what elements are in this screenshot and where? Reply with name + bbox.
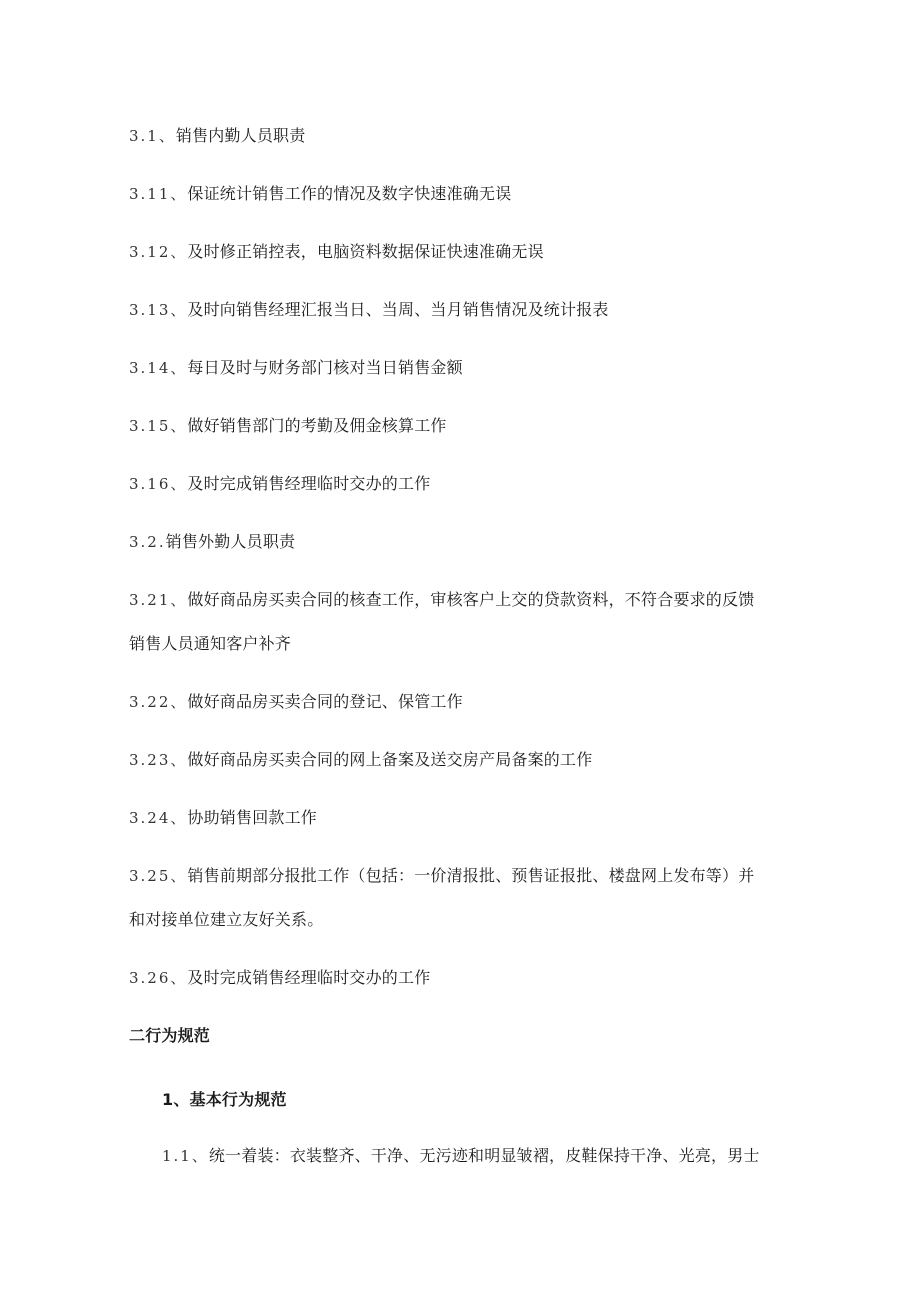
item-number: 3.24、 xyxy=(129,809,188,827)
item-text: 保证统计销售工作的情况及数字快速准确无误 xyxy=(187,184,512,203)
item-number: 3.23、 xyxy=(129,751,188,769)
item-text: 销售外勤人员职责 xyxy=(165,532,296,551)
rule-item-1-1 xyxy=(162,1146,760,1166)
duty-item-3-23 xyxy=(129,750,592,770)
duty-item-3-11 xyxy=(129,184,511,204)
item-text: 和对接单位建立友好关系。 xyxy=(129,910,324,929)
item-number: 3.22、 xyxy=(129,693,188,711)
item-number: 3.11、 xyxy=(129,185,188,203)
item-number: 3.21、 xyxy=(129,591,188,609)
duty-item-3-21 xyxy=(129,590,754,610)
item-text: 销售人员通知客户补齐 xyxy=(129,634,292,653)
item-text: 及时完成销售经理临时交办的工作 xyxy=(187,968,431,987)
item-text: 及时向销售经理汇报当日、当周、当月销售情况及统计报表 xyxy=(187,300,609,319)
duty-item-3-21-continued xyxy=(129,634,291,654)
duty-item-3-24 xyxy=(129,808,317,828)
item-text: 协助销售回款工作 xyxy=(187,808,318,827)
item-number: 3.2. xyxy=(129,533,166,551)
duty-item-3-12 xyxy=(129,242,544,262)
item-number: 3.14、 xyxy=(129,359,188,377)
item-number: 3.16、 xyxy=(129,475,188,493)
item-text: 每日及时与财务部门核对当日销售金额 xyxy=(187,358,463,377)
duty-item-3-2 xyxy=(129,532,295,552)
duty-item-3-13 xyxy=(129,300,609,320)
duty-item-3-15 xyxy=(129,416,447,436)
item-text: 销售内勤人员职责 xyxy=(175,126,306,145)
item-text: 做好商品房买卖合同的核查工作，审核客户上交的贷款资料，不符合要求的反馈 xyxy=(187,590,755,609)
item-number: 3.15、 xyxy=(129,417,188,435)
section-heading: 二行为规范 xyxy=(129,1026,211,1045)
duty-item-3-25-continued xyxy=(129,910,323,930)
item-text: 统一着装：衣装整齐、干净、无污迹和明显皱褶，皮鞋保持干净、光亮，男士 xyxy=(208,1146,760,1165)
duty-item-3-16 xyxy=(129,474,430,494)
item-number: 3.12、 xyxy=(129,243,188,261)
item-text: 做好商品房买卖合同的网上备案及送交房产局备案的工作 xyxy=(187,750,593,769)
duty-item-3-25 xyxy=(129,866,754,886)
item-number: 3.25、 xyxy=(129,867,188,885)
item-number: 3.26、 xyxy=(129,969,188,987)
duty-item-3-26 xyxy=(129,968,430,988)
item-number: 3.1、 xyxy=(129,127,176,145)
item-text: 做好商品房买卖合同的登记、保管工作 xyxy=(187,692,463,711)
item-text: 销售前期部分报批工作（包括：一价清报批、预售证报批、楼盘网上发布等）并 xyxy=(187,866,755,885)
duty-item-3-1 xyxy=(129,126,305,146)
item-number: 1.1、 xyxy=(162,1147,209,1165)
item-text: 做好销售部门的考勤及佣金核算工作 xyxy=(187,416,447,435)
duty-item-3-14 xyxy=(129,358,463,378)
item-number: 3.13、 xyxy=(129,301,188,319)
subsection-heading: 1、基本行为规范 xyxy=(162,1090,287,1109)
item-text: 及时完成销售经理临时交办的工作 xyxy=(187,474,431,493)
duty-item-3-22 xyxy=(129,692,463,712)
item-text: 及时修正销控表，电脑资料数据保证快速准确无误 xyxy=(187,242,544,261)
